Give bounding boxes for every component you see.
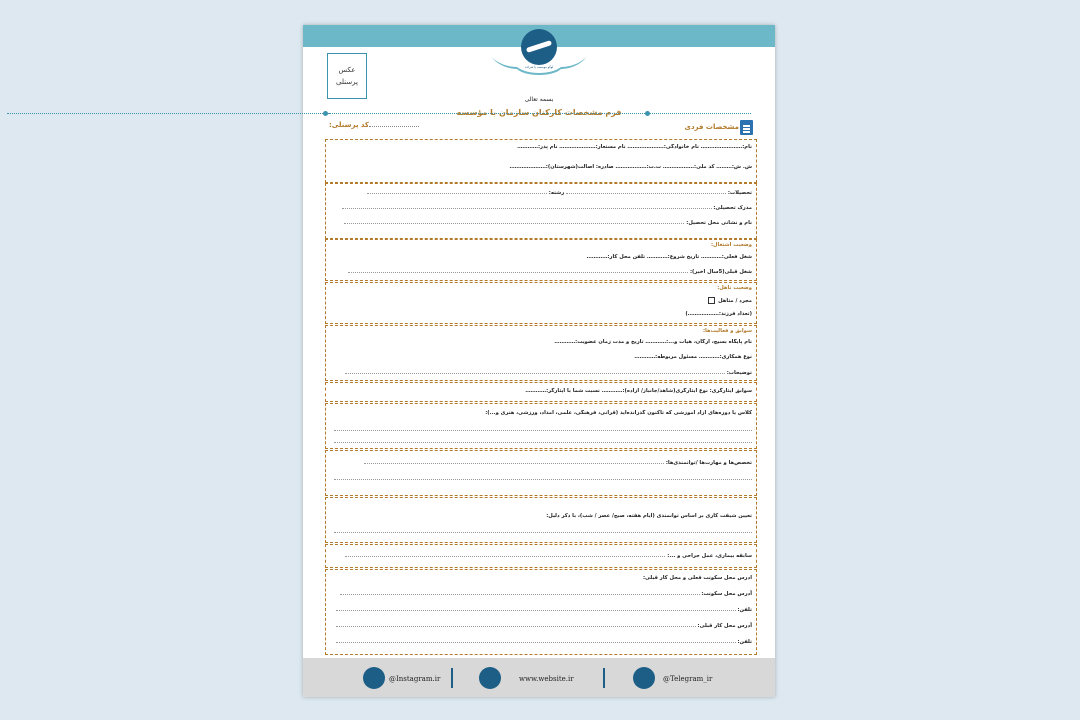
- job-head: وضعیت اشتغال:: [710, 242, 752, 248]
- activity-desc-label: توضیحات:: [726, 370, 752, 376]
- personnel-code[interactable]: [323, 121, 419, 131]
- classes-fill-1[interactable]: [330, 426, 752, 433]
- footer-separator: [603, 668, 605, 688]
- tel1-label: تلفن:: [737, 607, 752, 613]
- personnel-code-label: کد پرسنلی:: [328, 121, 369, 129]
- ornament-right: [645, 111, 755, 116]
- edu-place-label: نام و نشانی محل تحصیل:: [686, 220, 752, 226]
- addr-home-label: آدرس محل سکونت:: [701, 591, 752, 597]
- globe-icon[interactable]: [479, 667, 501, 689]
- medical-label: سابقه بیماری، عمل جراحی و ...:: [667, 553, 752, 559]
- classes-box: [325, 403, 757, 449]
- form-sheet: [303, 25, 775, 697]
- marital-box: [325, 282, 757, 324]
- activity-head: سوابق و فعالیت‌ها:: [702, 328, 752, 334]
- phone-work[interactable]: [330, 638, 752, 645]
- marital-head: وضعیت تأهل:: [717, 285, 752, 291]
- marital-options[interactable]: [330, 297, 752, 304]
- section-title: مشخصات فردی: [684, 123, 739, 131]
- activity-desc[interactable]: [330, 369, 752, 376]
- skills-box: [325, 450, 757, 496]
- address-work[interactable]: [330, 622, 752, 629]
- shift-box: [325, 497, 757, 543]
- footer: [303, 658, 775, 697]
- logo: [521, 29, 557, 65]
- education-head: [330, 189, 752, 196]
- instagram-handle[interactable]: @Instagram.ir: [389, 675, 441, 683]
- job-prev-label: شغل قبلی(5سال اخیر):: [689, 269, 752, 275]
- activity-type[interactable]: نوع همکاری:………… مسئول مربوطه:…………: [634, 354, 752, 360]
- classes-row[interactable]: کلاس یا دوره‌های آزاد آموزشی که تاکنون گذرانده‌اید (قرآنی، فرهنگی، علمی، امداد، ورزشی، هنری و...):: [485, 410, 752, 416]
- sacrifice-row[interactable]: سوابق ایثارگری: نوع ایثارگری(شاهد/جانباز/ آزاده):………… نسبت شما با ایثارگر:…………: [525, 388, 752, 394]
- shift-row[interactable]: تعیین شیفت کاری بر اساس توانمندی (ایام هفته، صبح/ عصر / شب)، با ذکر دلیل:: [546, 513, 752, 519]
- education-box: [325, 183, 757, 239]
- identity-row-2[interactable]: ش. ش:……… کد ملی:……………… ت.ت:……………… صادره: اصالت(شهرستان):…………………: [509, 164, 752, 170]
- form-title: فرم مشخصات کارکنان سازمان با مؤسسه: [456, 108, 622, 117]
- document-icon: [740, 120, 753, 135]
- footer-separator: [451, 668, 453, 688]
- identity-row-1[interactable]: نام:…………………… نام خانوادگی:………………… نام مستعار:………………… نام پدر:…………: [517, 144, 752, 150]
- address-home[interactable]: [330, 590, 752, 597]
- bismillah: بسمه تعالی: [524, 96, 554, 103]
- job-previous[interactable]: [330, 268, 752, 275]
- education-degree[interactable]: [330, 204, 752, 211]
- edu-head-label: تحصیلات:: [727, 190, 752, 196]
- phone-home[interactable]: [330, 606, 752, 613]
- instagram-icon[interactable]: [363, 667, 385, 689]
- classes-fill-2[interactable]: [330, 438, 752, 445]
- skills-row[interactable]: [330, 459, 752, 466]
- children-count[interactable]: (تعداد فرزند:………………): [685, 311, 752, 317]
- sacrifice-box: [325, 382, 757, 402]
- telegram-icon[interactable]: [633, 667, 655, 689]
- addr-work-label: آدرس محل کار قبلی:: [697, 623, 752, 629]
- shift-fill[interactable]: [330, 528, 752, 535]
- married-checkbox[interactable]: [708, 297, 715, 304]
- activity-box: [325, 325, 757, 381]
- medical-box: [325, 544, 757, 568]
- activity-base[interactable]: نام پایگاه بسیج، ارگان، هیات و...:………… تاریخ و مدت زمان عضویت:…………: [554, 339, 752, 345]
- medical-row[interactable]: [330, 552, 752, 559]
- website-link[interactable]: www.website.ir: [519, 675, 574, 683]
- job-box: [325, 239, 757, 281]
- photo-box[interactable]: [327, 53, 367, 99]
- identity-box: [325, 139, 757, 183]
- photo-label: عکس پرسنلی: [336, 66, 358, 86]
- job-current[interactable]: شغل فعلی:………… تاریخ شروع:………… تلفن محل کار:…………: [586, 254, 752, 260]
- address-box: [325, 569, 757, 655]
- skills-label: تخصص‌ها و مهارت‌ها /توانمندی‌ها:: [665, 460, 752, 466]
- telegram-handle[interactable]: @Telegram_ir: [663, 675, 713, 683]
- tel2-label: تلفن:: [737, 639, 752, 645]
- edu-degree-label: مدرک تحصیلی:: [713, 205, 752, 211]
- education-place[interactable]: [330, 219, 752, 226]
- logo-text: لوگو موسسه یا شرکت: [524, 65, 554, 69]
- edu-field-label: رشته:: [548, 190, 565, 196]
- marital-options-label: مجرد / متاهل: [718, 298, 752, 304]
- address-head: آدرس محل سکونت فعلی و محل کار قبلی:: [642, 575, 752, 581]
- skills-fill[interactable]: [330, 475, 752, 482]
